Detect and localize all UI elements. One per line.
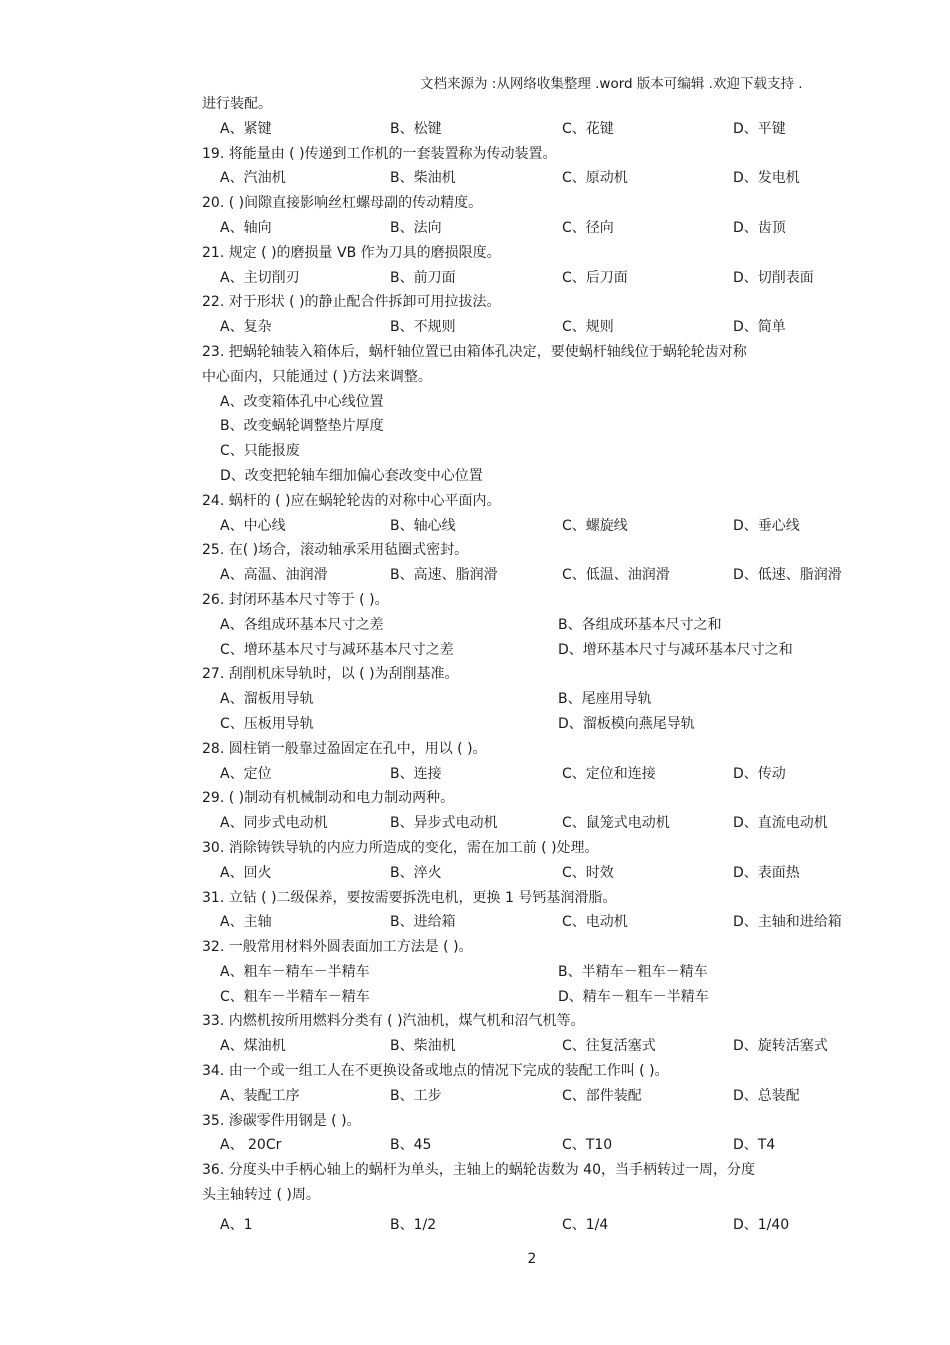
option-row: [0, 861, 950, 886]
page-number: 2: [527, 1251, 537, 1267]
option: A、定位: [220, 765, 272, 782]
option: B、45: [390, 1137, 432, 1154]
option: B、尾座用导轨: [558, 691, 652, 708]
option: D、发电机: [733, 170, 800, 187]
option: A、溜板用导轨: [220, 691, 314, 708]
option: C、定位和连接: [562, 765, 656, 782]
option: A、高温、油润滑: [220, 567, 328, 584]
option: C、径向: [562, 219, 614, 236]
option: D、1/40: [733, 1216, 790, 1233]
option: A、装配工序: [220, 1087, 300, 1104]
option: A、汽油机: [220, 170, 286, 187]
option: A、粗车－精车－半精车: [220, 963, 370, 980]
option: C、低温、油润滑: [562, 567, 670, 584]
option: D、旋转活塞式: [733, 1038, 828, 1055]
option: D、平键: [733, 120, 786, 137]
option: D、垂心线: [733, 517, 800, 534]
option: D、精车－粗车－半精车: [558, 988, 709, 1005]
question-stem: 33. 内燃机按所用燃料分类有 ( )汽油机，煤气机和沼气机等。: [202, 1013, 585, 1030]
question-stem: 31. 立钻 ( )二级保养，要按需要拆洗电机，更换 1 号钙基润滑脂。: [202, 889, 617, 906]
option-row: [0, 117, 950, 142]
header-note: 文档来源为 :从网络收集整理 .word 版本可编辑 .欢迎下载支持 .: [420, 76, 803, 92]
option: B、改变蜗轮调整垫片厚度: [220, 418, 384, 435]
question-stem: 35. 渗碳零件用钢是 ( )。: [202, 1112, 361, 1129]
option-row: [0, 216, 950, 241]
option: D、总装配: [733, 1087, 800, 1104]
option: A、煤油机: [220, 1038, 286, 1055]
option-row: [0, 985, 950, 1010]
option: A、回火: [220, 864, 272, 881]
carry-over-text: 进行装配。: [202, 96, 272, 112]
option: C、只能报废: [220, 443, 300, 460]
question-stem: 21. 规定 ( )的磨损量 VB 作为刀具的磨损限度。: [202, 244, 501, 261]
question-stem: 24. 蜗杆的 ( )应在蜗轮轮齿的对称中心平面内。: [202, 492, 501, 509]
option: B、柴油机: [390, 170, 456, 187]
option: C、电动机: [562, 914, 628, 931]
question-stem: 19. 将能量由 ( )传递到工作机的一套装置称为传动装置。: [202, 145, 557, 162]
option: D、增环基本尺寸与减环基本尺寸之和: [558, 641, 793, 658]
option: B、柴油机: [390, 1038, 456, 1055]
option: A、复杂: [220, 319, 272, 336]
option: C、花键: [562, 120, 614, 137]
option: A、 20Cr: [220, 1137, 282, 1154]
option: A、轴向: [220, 219, 272, 236]
option-row: [0, 166, 950, 191]
option-row: [0, 910, 950, 935]
question-stem: 23. 把蜗轮轴装入箱体后，蜗杆轴位置已由箱体孔决定，要使蜗杆轴线位于蜗轮轮齿对称: [202, 343, 747, 360]
option-row: [0, 762, 950, 787]
option: B、各组成环基本尺寸之和: [558, 616, 722, 633]
option: D、T4: [733, 1137, 776, 1154]
option: A、主切削刃: [220, 269, 300, 286]
option: B、淬火: [390, 864, 442, 881]
question-stem: 26. 封闭环基本尺寸等于 ( )。: [202, 591, 389, 608]
option: B、半精车－粗车－精车: [558, 963, 708, 980]
option: C、压板用导轨: [220, 715, 314, 732]
question-stem: 30. 消除铸铁导轨的内应力所造成的变化，需在加工前 ( )处理。: [202, 839, 599, 856]
option-row: [0, 638, 950, 663]
option: B、进给箱: [390, 914, 456, 931]
option: A、改变箱体孔中心线位置: [220, 393, 384, 410]
option: D、低速、脂润滑: [733, 567, 842, 584]
question-stem: 29. ( )制动有机械制动和电力制动两种。: [202, 790, 455, 807]
option: A、紧键: [220, 120, 272, 137]
question-stem: 34. 由一个或一组工人在不更换设备或地点的情况下完成的装配工作叫 ( )。: [202, 1063, 669, 1080]
question-stem: 22. 对于形状 ( )的静止配合件拆卸可用拉拔法。: [202, 294, 501, 311]
option: C、螺旋线: [562, 517, 628, 534]
option: C、T10: [562, 1137, 613, 1154]
option: A、主轴: [220, 914, 272, 931]
option-row: [0, 960, 950, 985]
option: B、不规则: [390, 319, 456, 336]
option-row: [0, 1133, 950, 1158]
option-row: [0, 1034, 950, 1059]
option: B、前刀面: [390, 269, 456, 286]
option: B、法向: [390, 219, 442, 236]
option: D、简单: [733, 319, 786, 336]
option-row: [0, 1213, 950, 1238]
question-stem: 27. 刮削机床导轨时，以 ( )为刮削基准。: [202, 666, 459, 683]
option: A、中心线: [220, 517, 286, 534]
option: D、溜板模向燕尾导轨: [558, 715, 695, 732]
option: D、表面热: [733, 864, 800, 881]
question-stem: 25. 在( )场合，滚动轴承采用毡圈式密封。: [202, 542, 469, 559]
question-stem: 20. ( )间隙直接影响丝杠螺母副的传动精度。: [202, 195, 483, 212]
option: C、规则: [562, 319, 614, 336]
option-row: [0, 514, 950, 539]
option-row: [0, 1084, 950, 1109]
option: A、1: [220, 1216, 253, 1233]
option: A、各组成环基本尺寸之差: [220, 616, 384, 633]
option: D、直流电动机: [733, 815, 828, 832]
option: D、主轴和进给箱: [733, 914, 842, 931]
option: C、部件装配: [562, 1087, 642, 1104]
question-list: [0, 92, 950, 1238]
option: B、松键: [390, 120, 442, 137]
option-row: [0, 712, 950, 737]
option: C、粗车－半精车－精车: [220, 988, 370, 1005]
question-stem-continued: 中心面内，只能通过 ( )方法来调整。: [202, 368, 432, 385]
option: C、1/4: [562, 1216, 609, 1233]
option: B、轴心线: [390, 517, 456, 534]
question-stem: 28. 圆柱销一般靠过盈固定在孔中，用以 ( )。: [202, 740, 487, 757]
option-row: [0, 563, 950, 588]
question-stem: 32. 一般常用材料外圆表面加工方法是 ( )。: [202, 939, 473, 956]
option: B、高速、脂润滑: [390, 567, 498, 584]
option-row: [0, 687, 950, 712]
option: A、同步式电动机: [220, 815, 328, 832]
option: D、改变把轮轴车细加偏心套改变中心位置: [220, 467, 483, 484]
option-row: [0, 315, 950, 340]
option: D、切削表面: [733, 269, 814, 286]
option: C、往复活塞式: [562, 1038, 656, 1055]
question-stem: 36. 分度头中手柄心轴上的蜗杆为单头，主轴上的蜗轮齿数为 40，当手柄转过一周，分度: [202, 1162, 755, 1179]
option: B、连接: [390, 765, 442, 782]
option-row: [0, 266, 950, 291]
option: C、鼠笼式电动机: [562, 815, 670, 832]
option: C、原动机: [562, 170, 628, 187]
option: B、1/2: [390, 1216, 437, 1233]
option: D、齿顶: [733, 219, 786, 236]
option: B、异步式电动机: [390, 815, 498, 832]
option: C、后刀面: [562, 269, 628, 286]
option: C、增环基本尺寸与减环基本尺寸之差: [220, 641, 454, 658]
option: C、时效: [562, 864, 614, 881]
option-row: [0, 811, 950, 836]
option: D、传动: [733, 765, 786, 782]
option-row: [0, 613, 950, 638]
option: B、工步: [390, 1087, 442, 1104]
question-stem-continued: 头主轴转过 ( )周。: [202, 1187, 320, 1204]
